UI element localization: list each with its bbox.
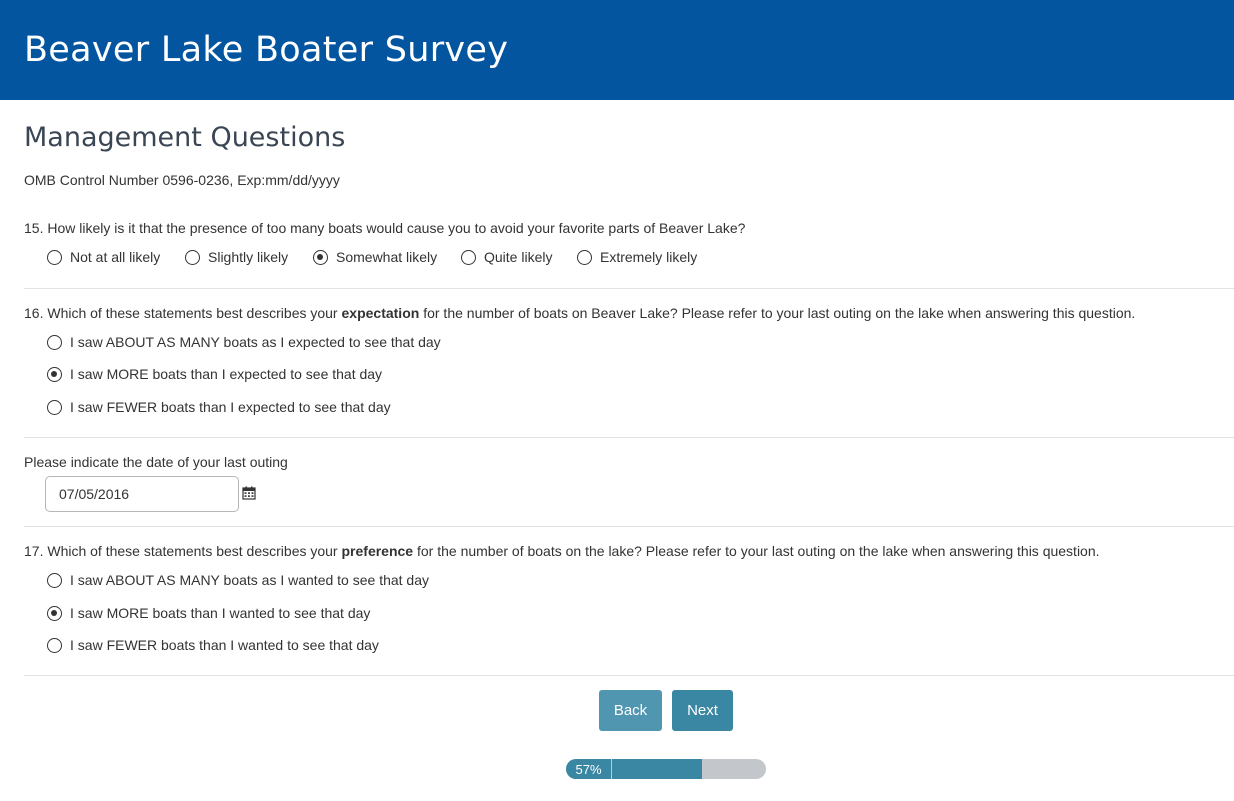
section-title: Management Questions: [24, 122, 346, 153]
divider: [24, 675, 1234, 676]
divider: [24, 526, 1234, 527]
radio-icon[interactable]: [47, 400, 62, 415]
q16-option-more[interactable]: [47, 366, 382, 382]
radio-icon[interactable]: [47, 638, 62, 653]
question-17: [24, 543, 1100, 559]
next-button[interactable]: Next: [672, 690, 733, 731]
option-label: I saw MORE boats than I wanted to see that day: [70, 605, 371, 621]
last-outing-date-input[interactable]: [45, 476, 239, 512]
q15-option-somewhat-likely[interactable]: [313, 249, 437, 265]
option-label: I saw ABOUT AS MANY boats as I expected to see that day: [70, 334, 441, 350]
q15-option-not-at-all-likely[interactable]: [47, 249, 160, 265]
progress-fill: [612, 759, 702, 779]
calendar-icon[interactable]: [242, 486, 256, 500]
radio-icon[interactable]: [461, 250, 476, 265]
radio-icon[interactable]: [577, 250, 592, 265]
q15-option-extremely-likely[interactable]: [577, 249, 697, 265]
option-label: Not at all likely: [70, 249, 161, 265]
radio-icon[interactable]: [47, 335, 62, 350]
q17-option-about-as-many[interactable]: [47, 572, 429, 588]
progress-bar: [566, 759, 766, 779]
question-17-prefix: 17. Which of these statements best describes your: [24, 543, 342, 559]
page-header: [0, 0, 1234, 100]
question-16-emphasis: expectation: [341, 305, 420, 321]
radio-icon[interactable]: [47, 250, 62, 265]
survey-title: Beaver Lake Boater Survey: [24, 30, 509, 70]
radio-checked-icon[interactable]: [47, 367, 62, 382]
question-15: 15. How likely is it that the presence of too many boats would cause you to avoid your favorite parts of Beaver Lake?: [24, 220, 746, 236]
option-label: I saw MORE boats than I expected to see that day: [70, 366, 383, 382]
question-16: [24, 305, 1135, 321]
radio-checked-icon[interactable]: [47, 606, 62, 621]
q16-option-fewer[interactable]: [47, 399, 391, 415]
q17-option-fewer[interactable]: [47, 637, 379, 653]
radio-icon[interactable]: [47, 573, 62, 588]
progress-label: 57%: [566, 759, 611, 779]
question-16-prefix: 16. Which of these statements best describes your: [24, 305, 342, 321]
option-label: I saw FEWER boats than I expected to see that day: [70, 399, 391, 415]
q17-option-more[interactable]: [47, 605, 370, 621]
q16-option-about-as-many[interactable]: [47, 334, 441, 350]
radio-checked-icon[interactable]: [313, 250, 328, 265]
question-17-suffix: for the number of boats on the lake? Please refer to your last outing on the lake when answering this question.: [413, 543, 1100, 559]
option-label: Quite likely: [484, 249, 553, 265]
omb-control-number: OMB Control Number 0596-0236, Exp:mm/dd/yyyy: [24, 172, 340, 188]
option-label: I saw FEWER boats than I wanted to see that day: [70, 637, 379, 653]
radio-icon[interactable]: [185, 250, 200, 265]
back-button[interactable]: Back: [599, 690, 662, 731]
option-label: Somewhat likely: [336, 249, 438, 265]
q15-option-quite-likely[interactable]: [461, 249, 552, 265]
divider: [24, 288, 1234, 289]
date-label: Please indicate the date of your last outing: [24, 454, 288, 470]
option-label: Extremely likely: [600, 249, 698, 265]
q15-option-slightly-likely[interactable]: [185, 249, 288, 265]
question-17-emphasis: preference: [341, 543, 414, 559]
option-label: I saw ABOUT AS MANY boats as I wanted to see that day: [70, 572, 430, 588]
question-16-suffix: for the number of boats on Beaver Lake? Please refer to your last outing on the lake when answering this question.: [419, 305, 1136, 321]
divider: [24, 437, 1234, 438]
option-label: Slightly likely: [208, 249, 289, 265]
